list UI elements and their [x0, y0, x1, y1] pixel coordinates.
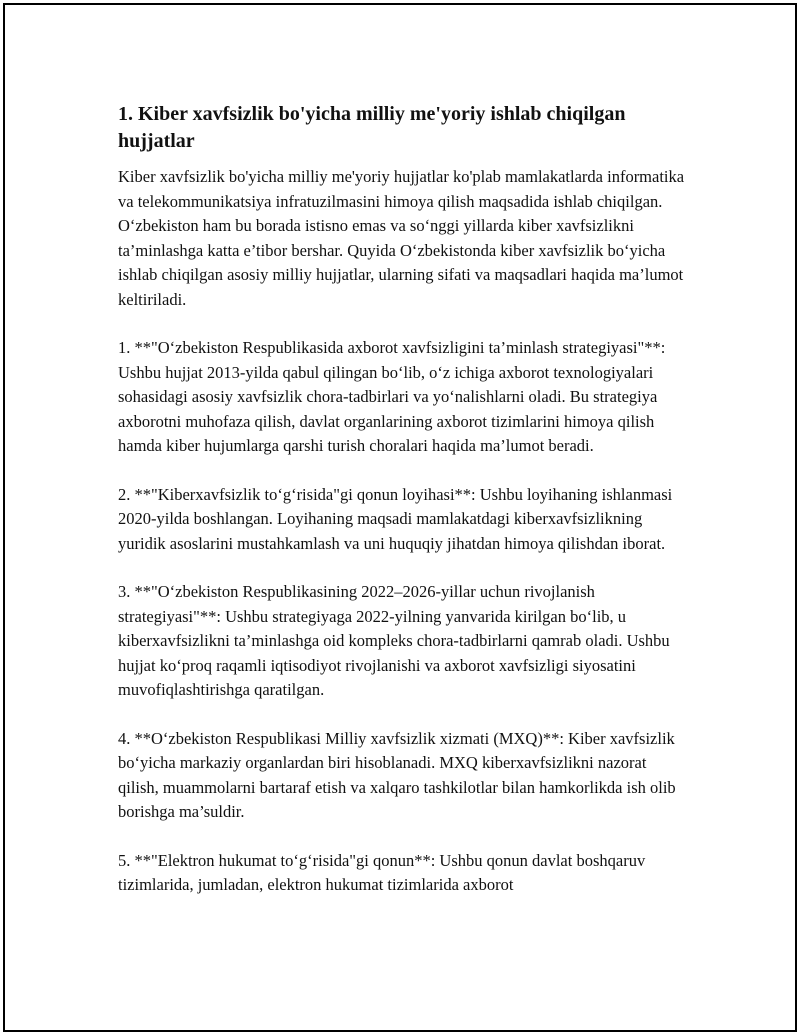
page-frame [3, 3, 797, 1032]
intro-paragraph: Kiber xavfsizlik bo'yicha milliy me'yoriy hujjatlar ko'plab mamlakatlarda informatika va telekommunikatsiya infratuzilmasini himoya qilish maqsadida ishlab chiqilgan. O‘zbekiston ham bu borada istisno emas va so‘nggi yillarda kiber xavfsizlikni ta’minlashga katta e’tibor bershar. Quyida O‘zbekistonda kiber xavfsizlik bo‘yicha ishlab chiqilgan asosiy milliy hujjatlar, ularning sifati va maqsadlari haqida ma’lumot keltiriladi. [118, 167, 685, 309]
document-heading: 1. Kiber xavfsizlik bo'yicha milliy me'yoriy ishlab chiqilgan hujjatlar [118, 103, 626, 152]
list-item-3-paragraph: 3. **"O‘zbekiston Respublikasining 2022–2026-yillar uchun rivojlanish strategiyasi"**: Ushbu strategiyaga 2022-yilning yanvarida kirilgan bo‘lib, u kiberxavfsizlikni ta’minlashga oid kompleks chora-tadbirlarni qamrab oladi. Ushbu hujjat ko‘proq raqamli iqtisodiyot rivojlanishi va axborot xavfsizligi siyosatini muvofiqlashtirishga qaratilgan. [118, 582, 670, 699]
list-item-1-paragraph: 1. **"O‘zbekiston Respublikasida axborot xavfsizligini ta’minlash strategiyasi"**: Ushbu hujjat 2013-yilda qabul qilingan bo‘lib, o‘z ichiga axborot texnologiyalari sohasidagi asosiy xavfsizlik chora-tadbirlari va yo‘nalishlarni oladi. Bu strategiya axborotni muhofaza qilish, davlat organlarining axborot tizimlarini himoya qilish hamda kiber hujumlarga qarshi turish choralari haqida ma’lumot beradi. [118, 338, 666, 455]
list-item-4-paragraph: 4. **O‘zbekiston Respublikasi Milliy xavfsizlik xizmati (MXQ)**: Kiber xavfsizlik bo‘yicha markaziy organlardan biri hisoblanadi. MXQ kiberxavfsizlikni nazorat qilish, muammolarni bartaraf etish va xalqaro tashkilotlar bilan hamkorlikda ish olib borishga ma’suldir. [118, 728, 676, 821]
list-item-5-paragraph: 5. **"Elektron hukumat to‘g‘risida"gi qonun**: Ushbu qonun davlat boshqaruv tizimlarida, jumladan, elektron hukumat tizimlarida axborot [118, 850, 646, 894]
document-body [118, 101, 688, 898]
list-item-2-paragraph: 2. **"Kiberxavfsizlik to‘g‘risida"gi qonun loyihasi**: Ushbu loyihaning ishlanmasi 2020-yilda boshlangan. Loyihaning maqsadi mamlakatdagi kiberxavfsizlikning yuridik asoslarini mustahkamlash va uni huquqiy jihatdan himoya qilishdan iborat. [118, 484, 673, 553]
